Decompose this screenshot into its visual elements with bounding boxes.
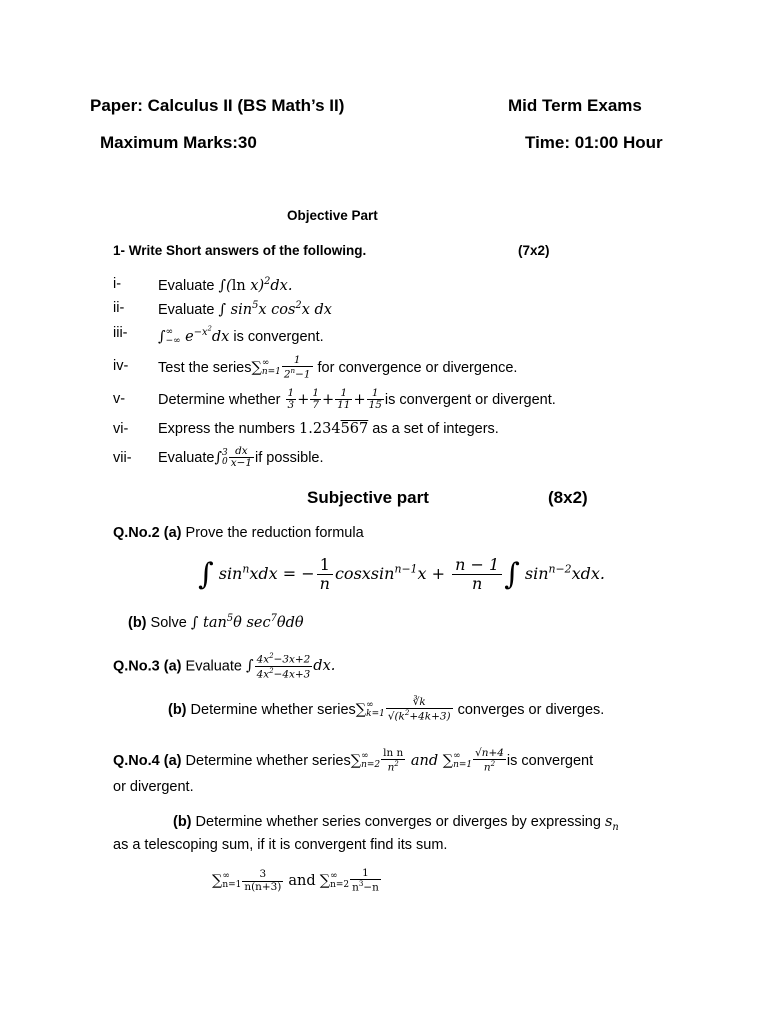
series-expression: ∑ ∞ n=1 $\frac{1}{2^n-1}$ [251,354,311,381]
item-text: is convergent. [233,329,324,346]
item-text-after: if possible. [255,449,324,466]
exam-type: Mid Term Exams [508,96,642,115]
objective-marks: (7x2) [518,243,550,258]
question-text: Determine whether series converges or diverges by expressing [195,814,601,830]
item-number: ii- [113,300,125,316]
question-text: Solve [150,614,187,631]
objective-question: 1- Write Short answers of the following. [113,243,367,258]
question-text: Evaluate [185,658,242,675]
question-4a [113,748,593,774]
item-text: Evaluate [158,449,215,466]
item-number: iv- [113,358,129,374]
item-number: vii- [113,450,132,466]
item-text-after: as a set of integers. [372,421,499,437]
trig-integral: ∫ $\tan^5\theta$ $\sec^7\theta d\theta$ [190,613,304,631]
improper-integral: ∫ ∞ −∞ $e^{-x^2}dx$ [158,325,230,347]
item-text-after: for convergence or divergence. [317,360,518,377]
part-label: (a) [163,525,182,541]
paper-title: Paper: Calculus II (BS Math’s II) [90,96,345,115]
question-label: Q.No.3 [113,658,160,675]
question-text-after: converges or diverges. [457,702,605,719]
part-label: (a) [163,753,182,770]
definite-integral: ∫ 3 0 $\frac{dx}{x-1}$ [214,445,252,470]
and-word: and [288,873,316,890]
series-expression: ∑ ∞ k=1 $\frac{∛k}{√(k^2+4k+3)}$ [355,696,451,723]
question-2a [113,525,364,541]
partial-sum-symbol: $s_n$ [604,814,619,833]
exam-time: Time: 01:00 Hour [525,133,663,152]
part-label: (b) [168,702,187,719]
series-pair: ∑ ∞ n=2 $\frac{\text{ln n}}{n^2}$ and ∑ ∞ n=1 $\frac{√n+4}{n^2}$ [350,747,504,774]
question-3b [168,697,604,723]
question-4a-continued: or divergent. [113,779,194,795]
question-text: Determine whether series [185,753,351,770]
question-label: Q.No.2 [113,525,160,541]
part-label: (a) [163,658,182,675]
objective-title: Objective Part [287,208,378,223]
question-text: Prove the reduction formula [185,525,364,541]
question-4b-continued: as a telescoping sum, if it is convergent find its sum. [113,837,448,853]
telescoping-series: ∑ ∞ n=1 $\frac{3}{n(n+3)}$ and ∑ ∞ n=2 $\frac{1}{n^3-n}$ [212,867,379,894]
rational-integral: ∫ $\frac{4x^2-3x+2}{4x^2-4x+3}$ dx. [246,651,336,681]
subjective-marks: (8x2) [548,488,588,507]
integral-expression: ∫ $\sin^5x$ $\cos^2x$ dx [218,300,332,318]
item-number: iii- [113,325,128,341]
question-text: Determine whether series [190,702,356,719]
item-text: Express the numbers [158,421,296,437]
item-text: Evaluate [158,277,215,294]
question-3a [113,652,335,681]
question-text-after: is convergent [506,753,594,770]
maximum-marks: Maximum Marks:30 [100,133,257,152]
item-text: Determine whether [158,391,281,408]
question-label: Q.No.4 [113,753,160,770]
item-text: Evaluate [158,301,215,318]
item-number: v- [113,391,126,407]
item-text: Test the series [158,360,252,377]
question-2b [128,613,304,631]
reduction-formula: ∫ $\sin^nxdx$ = − $\frac{1}{n}$ cosxsin$^{n-1}$x + $\frac{n - 1}{n}$ ∫ $\sin^{n-2}xdx$. [198,555,605,594]
question-4b [173,814,619,833]
part-label: (b) [128,614,147,631]
subjective-title: Subjective part [307,488,429,507]
repeating-decimal: 1.234567 [299,421,369,437]
item-number: i- [113,276,122,292]
part-label: (b) [173,814,192,830]
integral-expression: ∫(ln x)$^2$dx. [218,276,293,294]
item-number: vi- [113,421,129,437]
item-text-after: is convergent or divergent. [384,391,556,408]
series-sum: $\frac{1}{3}$ + $\frac{1}{7}$ + $\frac{1}{11}$ + $\frac{1}{15}$ [287,387,382,412]
